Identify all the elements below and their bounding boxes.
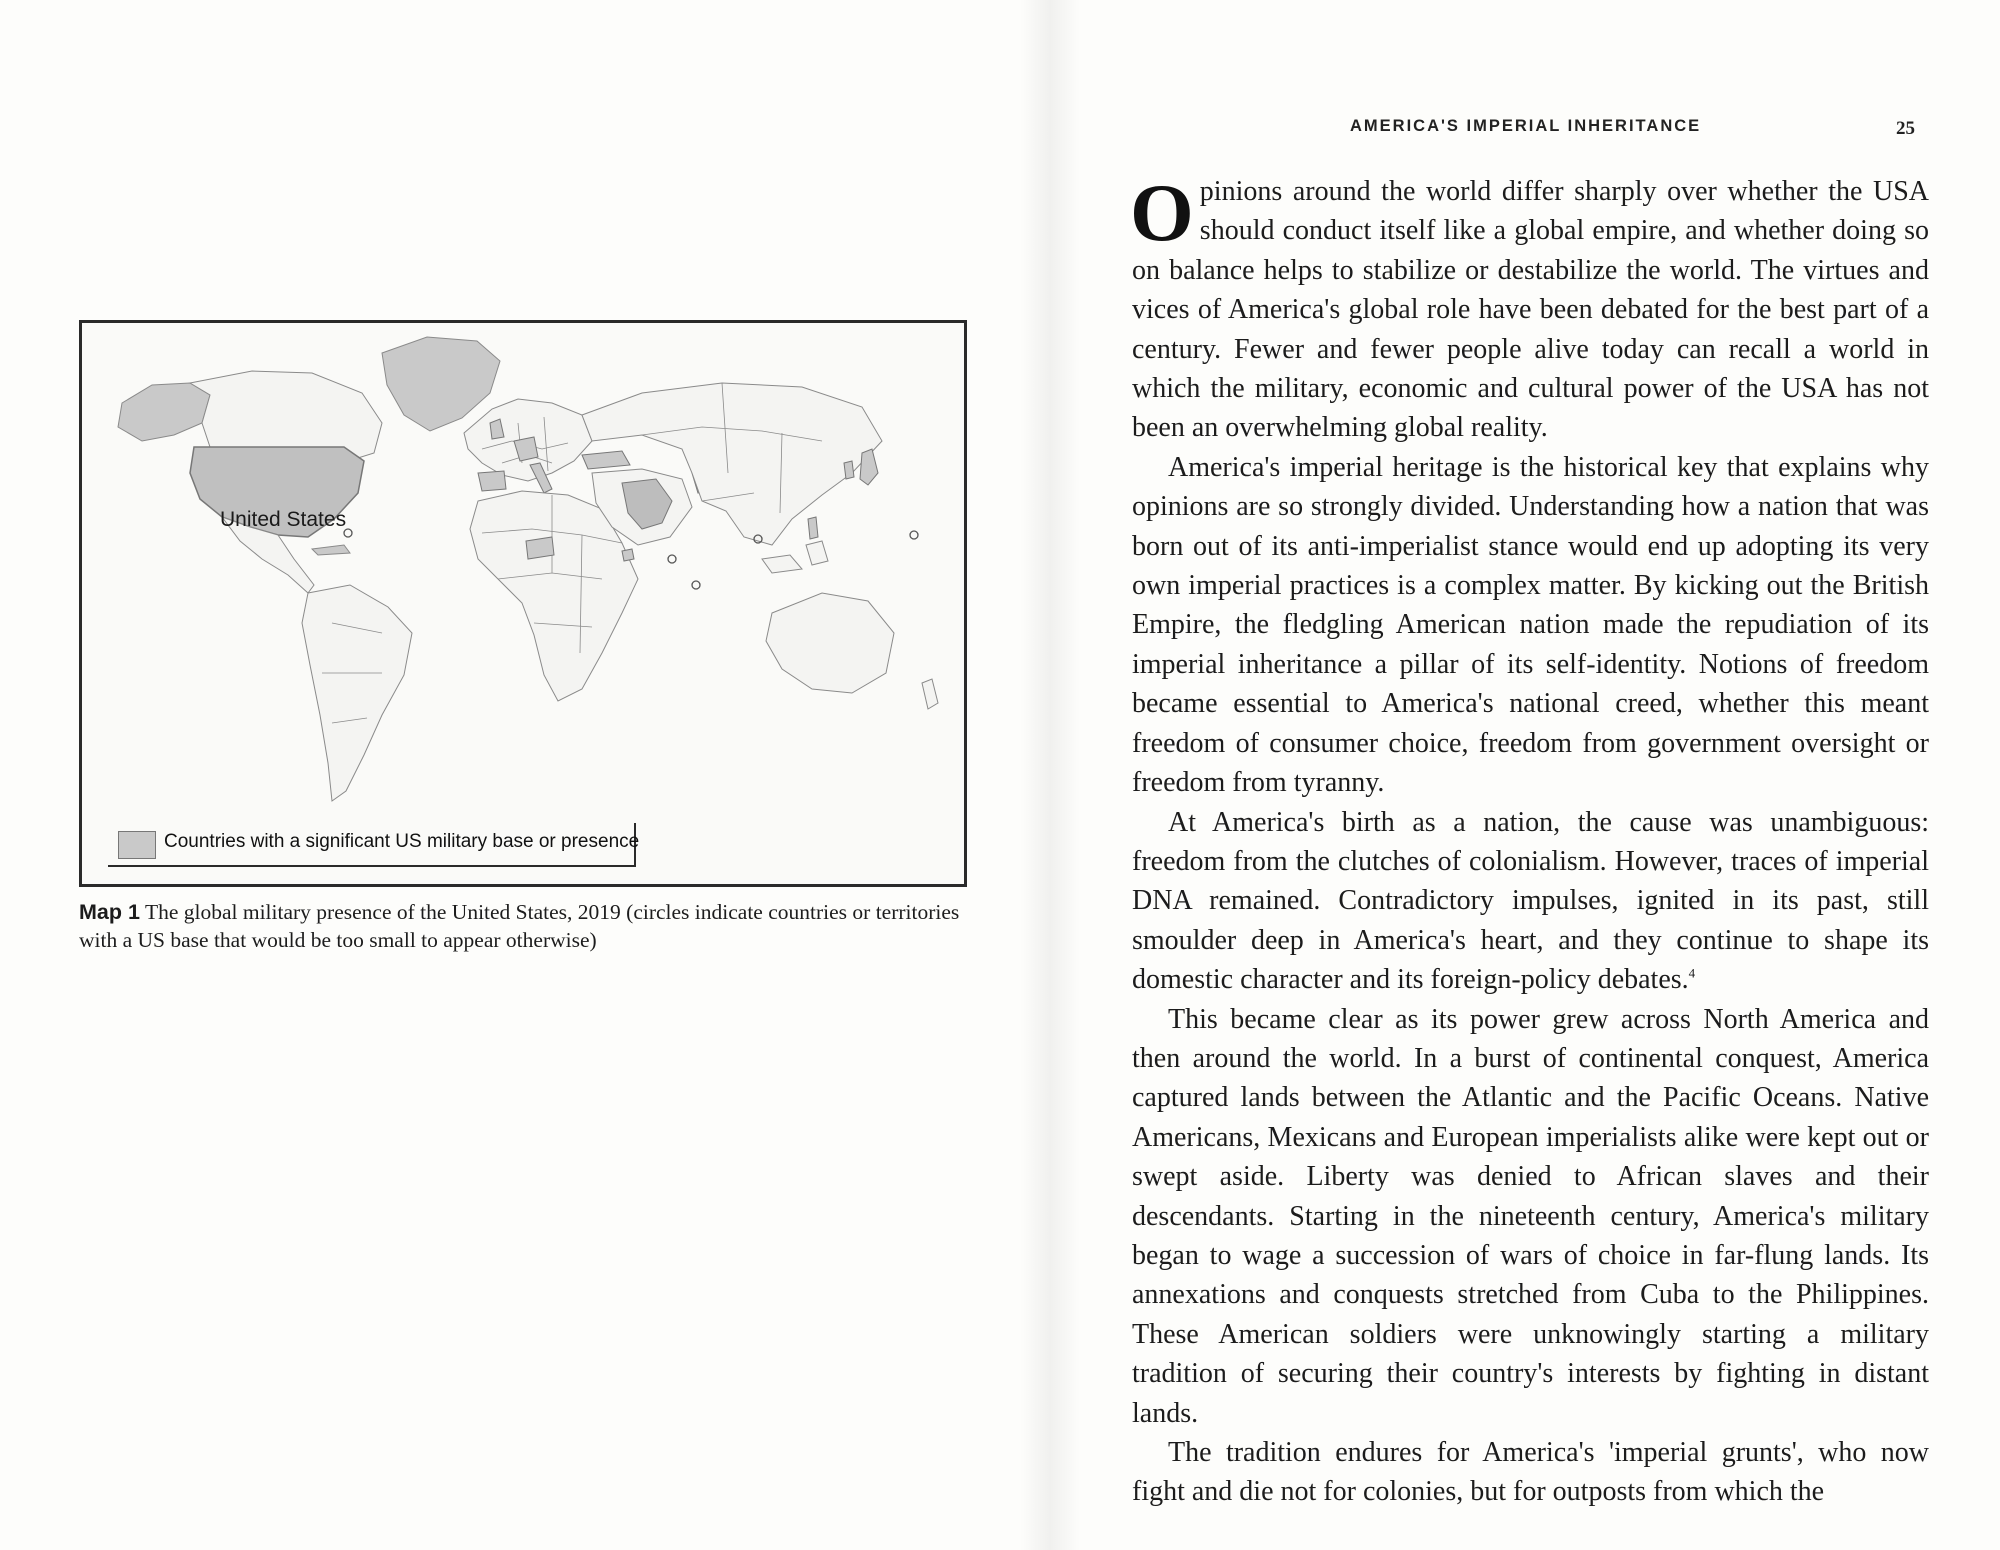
page-gutter — [1020, 0, 1080, 1550]
base-circle — [910, 531, 918, 539]
paragraph-1 — [1130, 167, 1929, 448]
body-text — [1130, 167, 1929, 1512]
map-legend — [108, 823, 640, 867]
alaska-shape — [118, 383, 210, 441]
djibouti-shape — [622, 549, 634, 561]
paragraph-2: America's imperial heritage is the historical key that explains why opinions are so strongly divided. Understanding how a nation that was born out of its anti-imperialist stance would end up adopting its very own imperial practices is a complex matter. By kicking out the British Empire, the fledgling American nation made the repudiation of its imperial inheritance a pillar of its self-identity. Notions of freedom became essential to America's national creed, whether this meant freedom of consumer choice, freedom from government oversight or freedom from tyranny. — [1132, 451, 1929, 799]
paragraph-3 — [1132, 803, 1929, 1000]
philippines-shape — [808, 517, 818, 539]
map-caption-text: The global military presence of the United States, 2019 (circles indicate countries or territories with a US base that would be too small to appear otherwise) — [79, 900, 960, 952]
running-head: AMERICA'S IMPERIAL INHERITANCE — [1350, 117, 1702, 135]
paragraph-3-text: At America's birth as a nation, the cause was unambiguous: freedom from the clutches of colonialism. However, traces of imperial DNA remained. Contradictory impulses, ignited in its past, still smoulder deep in America's heart, and they continue to shape its domestic character and its foreign-policy debates. — [1132, 806, 1929, 996]
cuba-shape — [312, 545, 350, 555]
map-figure — [79, 320, 967, 887]
legend-swatch — [118, 831, 156, 859]
map-caption-label: Map 1 — [79, 900, 140, 924]
spain-shape — [478, 471, 506, 491]
united-states-label: United States — [220, 508, 347, 531]
paragraph-1-text: pinions around the world differ sharply over whether the USA should conduct itself like a global empire, and whether doing so on balance helps to stabilize or destabilize the world. The virtues and vices of America's global role have been debated for the best part of a century. Fewer and fewer people alive today can recall a world in which the military, economic and cultural power of the USA has not been an overwhelming global reality. — [1132, 176, 1929, 444]
drop-cap: O — [1130, 167, 1194, 258]
legend-text: Countries with a significant US military base or presence — [164, 831, 640, 852]
korea-shape — [844, 461, 854, 479]
footnote-marker[interactable]: 4 — [1688, 965, 1696, 981]
japan-shape — [860, 449, 878, 485]
paragraph-5: The tradition endures for America's 'imperial grunts', who now fight and die not for colonies, but for outposts from which the — [1132, 1437, 1929, 1508]
world-map — [82, 323, 964, 884]
base-circle — [692, 581, 700, 589]
base-circle — [668, 555, 676, 563]
australia-shape — [766, 593, 894, 693]
paragraph-4: This became clear as its power grew across North America and then around the world. In a burst of continental conquest, America captured lands between the Atlantic and the Pacific Oceans. Native Americans, Mexicans and European imperialists alike were kept out or swept aside. Liberty was denied to African slaves and their descendants. Starting in the nineteenth century, America's military began to wage a succession of wars of choice in far-flung lands. Its annexations and conquests stretched from Cuba to the Philippines. These American soldiers were unknowingly starting a military tradition of securing their country's interests by fighting in distant lands. — [1132, 1003, 1929, 1429]
turkey-shape — [582, 451, 630, 469]
page-number: 25 — [1896, 118, 1915, 139]
south-america-shape — [302, 585, 412, 801]
niger-shape — [526, 537, 554, 559]
map-caption — [79, 898, 979, 954]
